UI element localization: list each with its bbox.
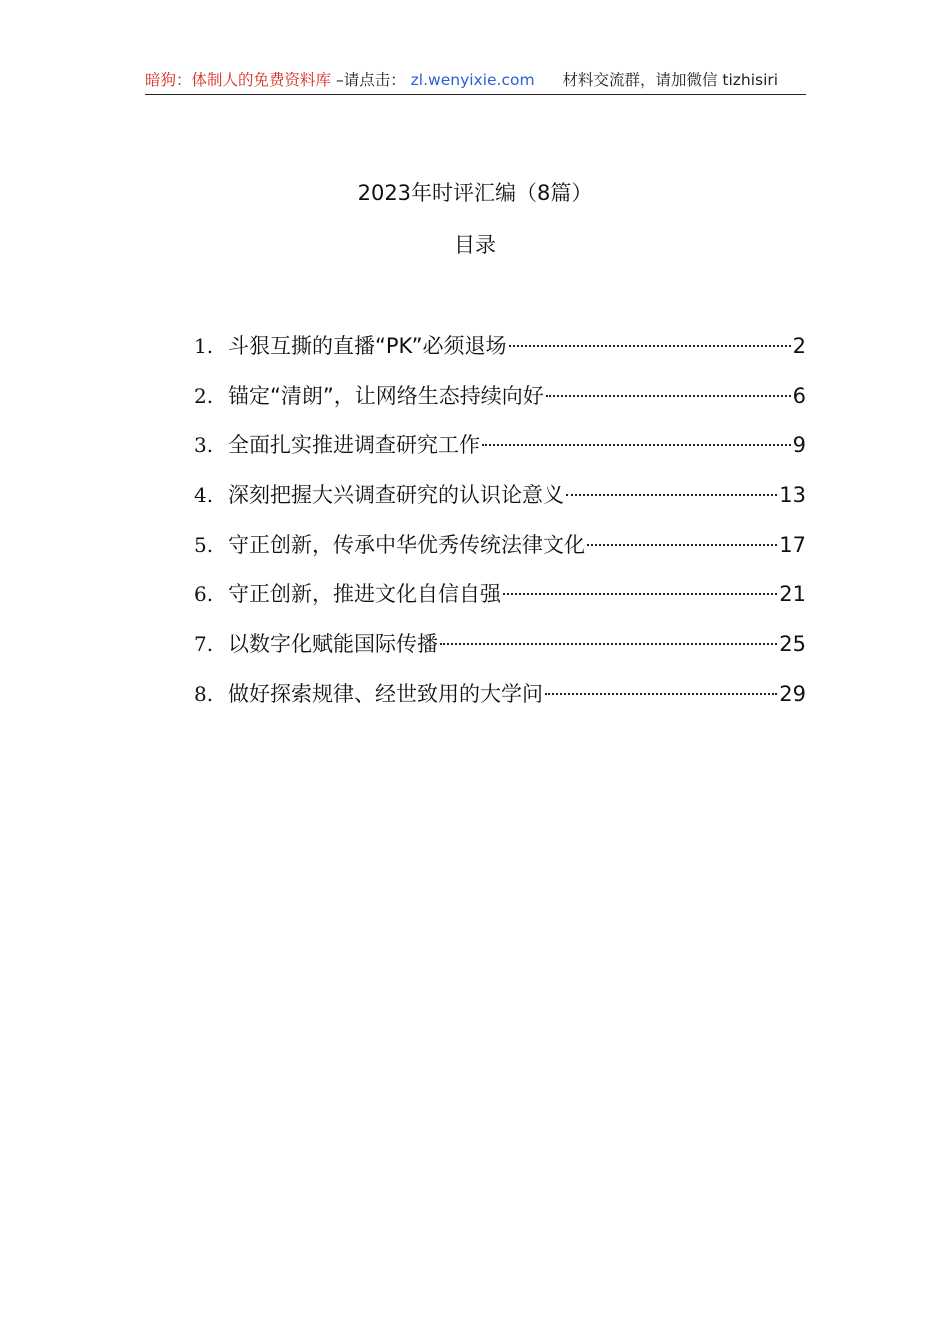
toc-entry-title: 全面扎实推进调查研究工作 <box>228 433 480 458</box>
toc-entry-2[interactable] <box>194 378 806 428</box>
header-url-link[interactable]: zl.wenyixie.com <box>410 71 535 89</box>
toc-dot-leader <box>545 693 777 695</box>
toc-entry-page: 13 <box>779 483 806 508</box>
toc-entry-6[interactable] <box>194 576 806 626</box>
toc-entry-title: 守正创新，传承中华优秀传统法律文化 <box>228 532 585 557</box>
toc-entry-number: 3. <box>194 433 214 458</box>
toc-entry-page: 6 <box>792 383 806 408</box>
toc-entry-4[interactable] <box>194 477 806 527</box>
header-brand: 暗狗：体制人的免费资料库 <box>145 71 332 89</box>
toc-entry-page: 25 <box>779 632 806 657</box>
toc-dot-leader <box>440 643 777 645</box>
table-of-contents <box>194 328 806 726</box>
toc-entry-number: 4. <box>194 483 214 508</box>
toc-dot-leader <box>546 395 791 397</box>
toc-entry-5[interactable] <box>194 527 806 577</box>
toc-entry-title: 以数字化赋能国际传播 <box>228 632 438 657</box>
toc-entry-8[interactable] <box>194 676 806 726</box>
toc-entry-title: 斗狠互撕的直播“PK”必须退场 <box>228 334 507 358</box>
toc-entry-3[interactable] <box>194 427 806 477</box>
toc-entry-number: 6. <box>194 582 214 607</box>
toc-entry-number: 8. <box>194 681 214 706</box>
toc-dot-leader <box>566 494 777 496</box>
toc-entry-number: 7. <box>194 632 214 657</box>
header-prompt: –请点击： <box>335 71 406 89</box>
page-header <box>145 66 806 95</box>
toc-entry-page: 2 <box>792 334 806 358</box>
toc-entry-title: 守正创新，推进文化自信自强 <box>228 582 501 607</box>
toc-entry-number: 1. <box>194 334 214 358</box>
toc-entry-title: 做好探索规律、经世致用的大学问 <box>228 681 543 706</box>
toc-entry-7[interactable] <box>194 626 806 676</box>
toc-entry-page: 17 <box>779 532 806 557</box>
header-contact: 材料交流群，请加微信 tizhisiri <box>562 71 779 89</box>
toc-dot-leader <box>587 544 777 546</box>
document-title: 2023年时评汇编（8篇） <box>357 181 593 205</box>
toc-heading: 目录 <box>454 233 496 257</box>
toc-entry-number: 5. <box>194 532 214 557</box>
toc-dot-leader <box>509 345 791 347</box>
toc-entry-page: 29 <box>779 681 806 706</box>
toc-entry-number: 2. <box>194 383 214 408</box>
toc-entry-title: 深刻把握大兴调查研究的认识论意义 <box>228 483 564 508</box>
toc-entry-page: 9 <box>792 433 806 458</box>
toc-entry-title: 锚定“清朗”，让网络生态持续向好 <box>228 383 544 408</box>
toc-dot-leader <box>482 444 791 446</box>
toc-entry-page: 21 <box>779 582 806 607</box>
toc-entry-1[interactable] <box>194 328 806 378</box>
toc-dot-leader <box>503 593 777 595</box>
